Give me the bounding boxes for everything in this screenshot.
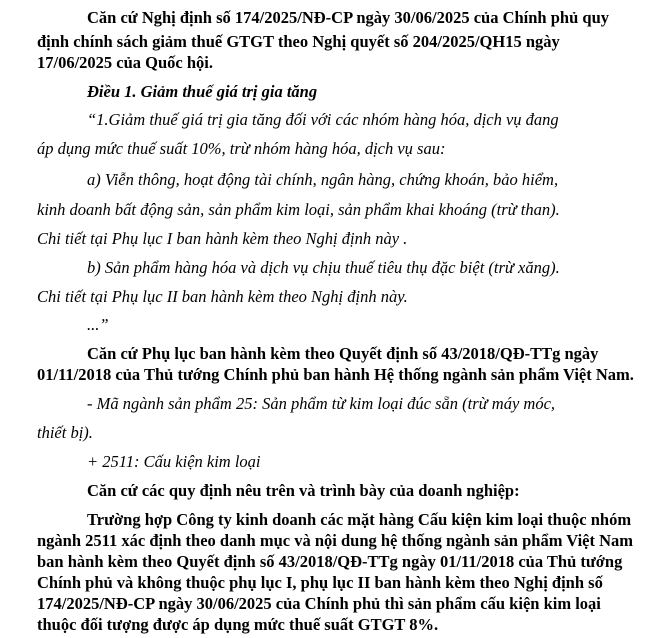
article-heading: Điều 1. Giảm thuế giá trị gia tăng — [87, 82, 318, 101]
quote-line-6: b) Sản phẩm hàng hóa và dịch vụ chịu thuế tiêu thụ đặc biệt (trừ xăng). — [87, 258, 560, 277]
quote-line-4: kinh doanh bất động sản, sản phẩm kim loại, sản phẩm khai khoáng (trừ than). — [37, 200, 560, 219]
quote-line-8: ...” — [87, 315, 109, 334]
para-nghi-dinh-line-3: 17/06/2025 của Quốc hội. — [37, 53, 214, 72]
para-nghi-dinh-line-1: Căn cứ Nghị định số 174/2025/NĐ-CP ngày 30/06/2025 của Chính phủ quy — [87, 8, 609, 27]
conclusion-line-6: thuộc đối tượng được áp dụng mức thuế suất GTGT 8%. — [37, 615, 439, 634]
quote-line-1: “1.Giảm thuế giá trị gia tăng đối với các nhóm hàng hóa, dịch vụ đang — [87, 110, 559, 129]
conclusion-line-3: ban hành kèm theo Quyết định số 43/2018/QĐ-TTg ngày 01/11/2018 của Thủ tướng — [37, 552, 623, 571]
conclusion-line-4: Chính phủ và không thuộc phụ lục I, phụ lục II ban hành kèm theo Nghị định số — [37, 573, 603, 592]
conclusion-line-2: ngành 2511 xác định theo danh mục và nội dung hệ thống ngành sản phẩm Việt Nam — [37, 531, 634, 550]
conclusion-line-1: Trường hợp Công ty kinh doanh các mặt hàng Cấu kiện kim loại thuộc nhóm — [87, 510, 632, 529]
quote-line-3: a) Viễn thông, hoạt động tài chính, ngân hàng, chứng khoán, bảo hiểm, — [87, 170, 559, 189]
quote-line-2: áp dụng mức thuế suất 10%, trừ nhóm hàng hóa, dịch vụ sau: — [37, 139, 446, 158]
quote-line-5: Chi tiết tại Phụ lục I ban hành kèm theo Nghị định này . — [37, 229, 408, 248]
product-code-line-3: + 2511: Cấu kiện kim loại — [87, 452, 261, 471]
conclusion-line-5: 174/2025/NĐ-CP ngày 30/06/2025 của Chính phủ thì sản phẩm cấu kiện kim loại — [37, 594, 601, 613]
para-quyet-dinh-line-1: Căn cứ Phụ lục ban hành kèm theo Quyết định số 43/2018/QĐ-TTg ngày — [87, 344, 599, 363]
quote-line-7: Chi tiết tại Phụ lục II ban hành kèm theo Nghị định này. — [37, 287, 408, 306]
para-quyet-dinh-line-2: 01/11/2018 của Thủ tướng Chính phủ ban hành Hệ thống ngành sản phẩm Việt Nam. — [37, 365, 634, 384]
para-can-cu: Căn cứ các quy định nêu trên và trình bày của doanh nghiệp: — [87, 481, 520, 500]
para-nghi-dinh-line-2: định chính sách giảm thuế GTGT theo Nghị quyết số 204/2025/QH15 ngày — [37, 32, 560, 51]
product-code-line-1: - Mã ngành sản phẩm 25: Sản phẩm từ kim loại đúc sẵn (trừ máy móc, — [87, 394, 556, 413]
product-code-line-2: thiết bị). — [37, 423, 93, 442]
